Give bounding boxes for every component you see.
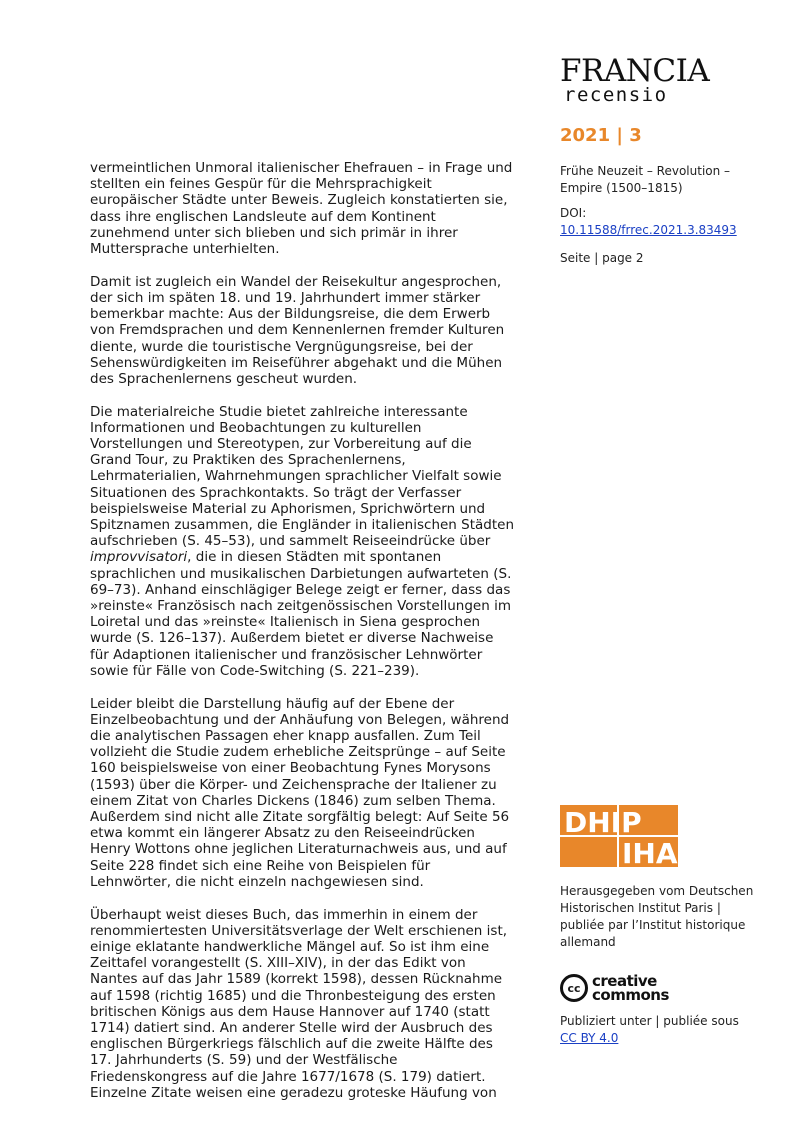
creative-commons-logo	[560, 974, 669, 1002]
paragraph-5: Überhaupt weist dieses Buch, das immerhin in einem der renommiertesten Universitätsverlage der Welt erschienen ist, einige eklatante handwerkliche Mängel auf. So ist ihm eine Zeittafel vorangestellt (S. XIII–XIV), in der das Edikt von Nantes auf das Jahr 1589 (korrekt 1598), dessen Rücknahme auf 1598 (richtig 1685) und die Thronbesteigung des ersten britischen Königs aus dem Hause Hannover auf 1740 (statt 1714) datiert sind. An anderer Stelle wird der Ausbruch des englischen Bürgerkriegs fälschlich auf die zweite Hälfte des 17. Jahrhunderts (S. 59) und der Westfälische Friedenskongress auf die Jahre 1677/1678 (S. 179) datiert. Einzelne Zitate weisen eine geradezu groteske Häufung von	[90, 906, 508, 1101]
publisher-label: Herausgegeben vom Deutschen Historischen Institut Paris | publiée par l’Institut historique allemand	[560, 884, 754, 949]
article-body	[90, 160, 515, 1117]
license-block	[560, 1013, 760, 1047]
dhip-iha-logo-graphic	[560, 805, 678, 867]
iha-text: IHA	[622, 837, 678, 867]
cc-text-commons: commons	[592, 986, 669, 1004]
doi-label: DOI:	[560, 206, 587, 220]
paragraph-3-italic: improvvisatori	[90, 549, 188, 566]
francia-recensio-logo	[560, 53, 720, 106]
paragraph-4: Leider bleibt die Darstellung häufig auf der Ebene der Einzelbeobachtung und der Anhäufung von Belegen, während die analytischen Passagen eher knapp ausfallen. Zum Teil vollzieht die Studie zudem erhebliche Zeitsprünge – auf Seite 160 beispielsweise von einer Beobachtung Fynes Morysons (1593) über die Körper- und Zeichensprache der Italiener zu einem Zitat von Charles Dickens (1846) zum selben Thema. Außerdem sind nicht alle Zitate sorgfältig belegt: Auf Seite 56 etwa kommt ein längerer Absatz zu den Reiseeindrücken Henry Wottons ohne jeglichen Literaturnachweis aus, und auf Seite 228 findet sich eine Reihe von Beispielen für Lehnwörter, die nicht einzeln nachgewiesen sind.	[90, 695, 510, 890]
license-link[interactable]: CC BY 4.0	[560, 1031, 619, 1045]
paragraph-2: Damit ist zugleich ein Wandel der Reisekultur angesprochen, der sich im späten 18. und 19. Jahrhundert immer stärker bemerkbar machte: Aus der Bildungsreise, die dem Erwerb von Fremdsprachen und dem Kennenlernen fremder Kulturen diente, wurde die touristische Vergnügungsreise, bei der Sehenswürdigkeiten im Reiseführer abgehakt und die Mühen des Sprachenlernens gescheut wurden.	[90, 273, 505, 387]
dhip-text: DHIP	[564, 806, 642, 839]
license-label: Publiziert unter | publiée sous	[560, 1014, 739, 1028]
page-label: Seite | page 2	[560, 251, 644, 265]
cc-icon: cc	[560, 974, 588, 1002]
logo-recensio-text: recensio	[564, 84, 668, 106]
paragraph-3-part-b: , die in diesen Städten mit spontanen sprachlichen und musikalischen Darbietungen aufwarteten (S. 69–73). Anhand einschlägiger Belege zeigt er ferner, dass das »reinste« Französisch nach zeitgenössischen Vorstellungen im Loiretal und das »reinste« Italienisch in Siena gesprochen wurde (S. 126–137). Außerdem bietet er diverse Nachweise für Adaptionen italienischer und französischer Lehnwörter sowie für Fälle von Code-Switching (S. 221–239).	[90, 549, 512, 679]
paragraph-3	[90, 404, 515, 679]
logo-francia-text: FRANCIA	[560, 53, 710, 89]
section-label: Frühe Neuzeit – Revolution – Empire (1500–1815)	[560, 164, 731, 195]
paragraph-1: vermeintlichen Unmoral italienischer Ehefrauen – in Frage und stellten ein feines Gespür für die Mehrsprachigkeit europäischer Städte unter Beweis. Zugleich konstatierten sie, dass ihre englischen Landsleute auf dem Kontinent zunehmend unter sich blieben und sich primär in ihrer Muttersprache unterhielten.	[90, 160, 513, 258]
dhip-iha-logo	[560, 805, 678, 867]
paragraph-3-part-a: Die materialreiche Studie bietet zahlreiche interessante Informationen und Beobachtungen zu kulturellen Vorstellungen und Stereotypen, zur Vorbereitung auf die Grand Tour, zu Praktiken des Sprachenlernens, Lehrmaterialien, Wahrnehmungen sprachlicher Vielfalt sowie Situationen des Sprachkontakts. So trägt der Verfasser beispielsweise Material zu Aphorismen, Sprichwörtern und Spitznamen zusammen, die Engländer in italienischen Städten aufschrieben (S. 45–53), und sammelt Reiseeindrücke über	[90, 403, 515, 550]
issue-number: 2021 | 3	[560, 125, 642, 146]
doi-block	[560, 205, 760, 239]
doi-link[interactable]: 10.11588/frrec.2021.3.83493	[560, 223, 737, 237]
cc-text-creative: creative	[592, 972, 657, 990]
